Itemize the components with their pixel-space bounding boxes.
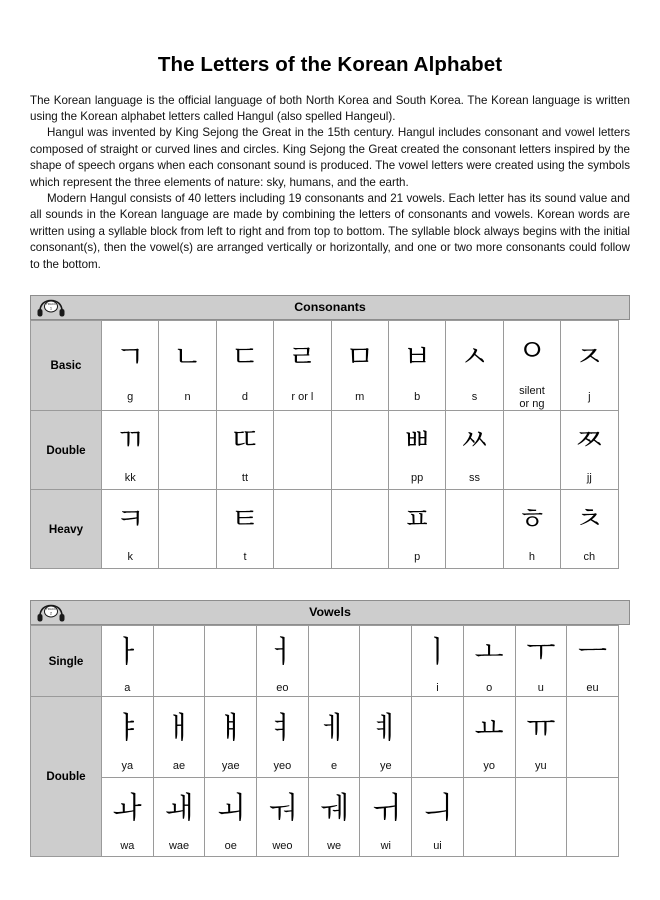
letter-romanization: n [184,391,191,404]
letter-glyph: ㅁ [345,340,375,376]
consonant-cell-empty [503,411,560,490]
letter-romanization: ch [583,550,596,563]
letter-glyph: ㅒ [216,710,246,746]
track-number: 1 [49,305,53,311]
letter-glyph: ㅇ [517,334,547,370]
letter-romanization: silent or ng [519,385,545,410]
letter-romanization: weo [272,839,293,852]
consonant-cell[interactable] [503,321,560,411]
letter-romanization: j [588,391,591,404]
letter-glyph: ㅝ [267,790,297,826]
vowels-table [30,625,619,857]
consonant-cell-empty [446,490,503,569]
vowel-cell[interactable] [567,626,619,697]
vowel-cell[interactable] [257,626,309,697]
vowel-cell[interactable] [205,697,257,778]
consonants-table [30,320,619,569]
vowel-cell-empty [205,626,257,697]
letter-romanization: yae [221,759,240,772]
letter-glyph: ㄹ [287,340,317,376]
letter-romanization: eo [276,681,289,694]
vowels-section [30,600,630,857]
letter-glyph: ㅗ [474,634,504,670]
vowel-cell-empty [515,778,567,857]
letter-glyph: ㅙ [164,790,194,826]
vowel-cell-empty [308,626,360,697]
track-number: 2 [49,610,53,616]
letter-romanization: ui [433,839,442,852]
headphones-track-2-icon [36,603,66,623]
vowel-cell[interactable] [102,778,154,857]
consonant-cell[interactable] [446,321,503,411]
intro-text [30,78,630,273]
vowel-cell[interactable] [412,778,464,857]
paragraph-1: The Korean language is the official language of both North Korea and South Korea. The Korean language is written using the Korean alphabet letters called Hangul (also spelled Hangeul). [30,93,630,124]
letter-romanization: yeo [273,759,292,772]
letter-glyph: ㅅ [460,340,490,376]
letter-romanization: pp [411,471,424,484]
letter-romanization: yu [535,759,547,772]
letter-romanization: e [331,759,338,772]
letter-romanization: a [124,681,131,694]
letter-romanization: s [471,391,478,404]
consonant-cell-empty [331,490,388,569]
consonant-cell[interactable] [503,490,560,569]
vowel-cell[interactable] [153,778,205,857]
letter-glyph: ㅍ [402,501,432,537]
letter-glyph: ㅛ [474,710,504,746]
vowel-cell-empty [567,697,619,778]
table-row [31,697,619,778]
letter-glyph: ㅃ [402,422,432,458]
letter-romanization: ya [121,759,134,772]
letter-glyph: ㅔ [319,710,349,746]
letter-romanization: ss [469,471,481,484]
letter-glyph: ㅏ [112,634,142,670]
letter-glyph: ㄸ [230,422,260,458]
letter-romanization: ye [379,759,392,772]
letter-romanization: kk [124,471,136,484]
vowel-cell[interactable] [257,697,309,778]
consonant-cell-empty [274,411,331,490]
consonant-cell[interactable] [102,490,159,569]
consonant-cell[interactable] [216,490,273,569]
letter-glyph: ㄲ [115,422,145,458]
letter-glyph: ㅑ [112,710,142,746]
letter-romanization: u [537,681,544,694]
vowels-header-band [30,600,630,625]
letter-romanization: t [243,550,247,563]
letter-romanization: k [127,550,133,563]
table-row [31,626,619,697]
consonant-cell[interactable] [216,321,273,411]
letter-glyph: ㅊ [574,501,604,537]
letter-romanization: wa [120,839,135,852]
consonant-cell[interactable] [102,411,159,490]
consonant-cell-empty [274,490,331,569]
consonants-header-band [30,295,630,320]
letter-glyph: ㅎ [517,501,547,537]
consonant-cell[interactable] [216,411,273,490]
vowel-cell[interactable] [308,778,360,857]
letter-glyph: ㅠ [526,710,556,746]
letter-romanization: tt [241,471,249,484]
consonant-cell[interactable] [388,490,445,569]
letter-romanization: d [241,391,249,404]
consonant-cell[interactable] [561,490,618,569]
letter-glyph: ㅖ [371,710,401,746]
letter-glyph: ㅂ [402,340,432,376]
letter-glyph: ㅜ [526,634,556,670]
vowel-cell[interactable] [308,697,360,778]
letter-glyph: ㅕ [267,710,297,746]
row-label-heavy: Heavy [31,490,102,569]
letter-glyph: ㅈ [574,340,604,376]
letter-glyph: ㄴ [173,340,203,376]
consonants-title: Consonants [294,300,366,315]
letter-glyph: ㅣ [422,634,452,670]
consonant-cell-empty [159,490,216,569]
consonant-cell[interactable] [388,321,445,411]
letter-glyph: ㅆ [460,422,490,458]
vowel-cell[interactable] [515,626,567,697]
vowel-cell[interactable] [412,626,464,697]
letter-romanization: ae [172,759,186,772]
letter-glyph: ㅉ [574,422,604,458]
vowel-cell[interactable] [463,697,515,778]
row-label-basic: Basic [31,321,102,411]
letter-glyph: ㅓ [267,634,297,670]
vowel-cell-empty [567,778,619,857]
letter-romanization: oe [224,839,237,852]
consonant-cell[interactable] [561,411,618,490]
letter-glyph: ㅚ [216,790,246,826]
letter-romanization: p [414,550,421,563]
vowel-cell[interactable] [360,697,412,778]
row-label-single: Single [31,626,102,697]
letter-romanization: wae [168,839,190,852]
consonant-cell[interactable] [102,321,159,411]
letter-romanization: h [528,550,535,563]
letter-romanization: i [436,681,439,694]
vowel-cell-empty [360,626,412,697]
letter-glyph: ㅋ [115,501,145,537]
row-label-double: Double [31,411,102,490]
track-label: TRACK [45,607,57,612]
paragraph-3: Modern Hangul consists of 40 letters including 19 consonants and 21 vowels. Each letter has its sound value and all sounds in the Korean language are made by combining the letters of consonants and vowels. Korean words are written using a syllable block from left to right and from top to bottom. The syllable block always begins with the initial consonant(s), then the vowel(s) are arranged vertically or horizontally, and one or two more consonants could follow to the bottom. [30,192,630,271]
letter-glyph: ㅡ [578,634,608,670]
vowel-cell[interactable] [205,778,257,857]
letter-glyph: ㅘ [112,790,142,826]
paragraph-2: Hangul was invented by King Sejong the Great in the 15th century. Hangul includes consonant and vowel letters composed of straight or curved lines and circles. King Sejong the Great created the consonant letters inspired by the shape of speech organs when each consonant sound is produced. The vowel letters were created using the symbols which represent the three elements of nature: sky, humans, and the earth. [30,126,630,189]
track-label: TRACK [45,302,57,307]
consonant-cell[interactable] [331,321,388,411]
consonants-section [30,295,630,569]
letter-glyph: ㄱ [115,340,145,376]
vowel-cell-empty [153,626,205,697]
vowel-cell[interactable] [360,778,412,857]
letter-glyph: ㄷ [230,340,260,376]
consonant-cell[interactable] [388,411,445,490]
vowel-cell[interactable] [463,626,515,697]
page-title: The Letters of the Korean Alphabet [157,53,503,76]
consonant-cell-empty [331,411,388,490]
consonant-cell[interactable] [561,321,618,411]
vowel-cell[interactable] [153,697,205,778]
table-row [31,411,619,490]
letter-romanization: we [327,839,342,852]
vowel-cell-empty [463,778,515,857]
letter-glyph: ㅐ [164,710,194,746]
vowel-cell[interactable] [515,697,567,778]
table-row [31,490,619,569]
vowel-cell[interactable] [102,626,154,697]
consonant-cell[interactable] [274,321,331,411]
vowel-cell[interactable] [102,697,154,778]
letter-glyph: ㅟ [371,790,401,826]
letter-glyph: ㅞ [319,790,349,826]
row-label-double: Double [31,697,102,857]
vowels-title: Vowels [309,605,351,620]
letter-romanization: yo [483,759,495,772]
letter-romanization: o [486,681,493,694]
consonant-cell[interactable] [159,321,216,411]
table-row [31,321,619,411]
letter-romanization: wi [380,839,391,852]
letter-romanization: eu [586,681,599,694]
headphones-track-1-icon [36,298,66,318]
letter-glyph: ㅢ [422,790,452,826]
letter-glyph: ㅌ [230,501,260,537]
letter-romanization: b [414,391,421,404]
letter-romanization: r or l [291,391,314,404]
letter-romanization: m [355,391,365,404]
letter-romanization: g [127,391,134,404]
table-row [31,778,619,857]
vowel-cell-empty [412,697,464,778]
letter-romanization: jj [586,471,592,484]
vowel-cell[interactable] [257,778,309,857]
consonant-cell[interactable] [446,411,503,490]
consonant-cell-empty [159,411,216,490]
